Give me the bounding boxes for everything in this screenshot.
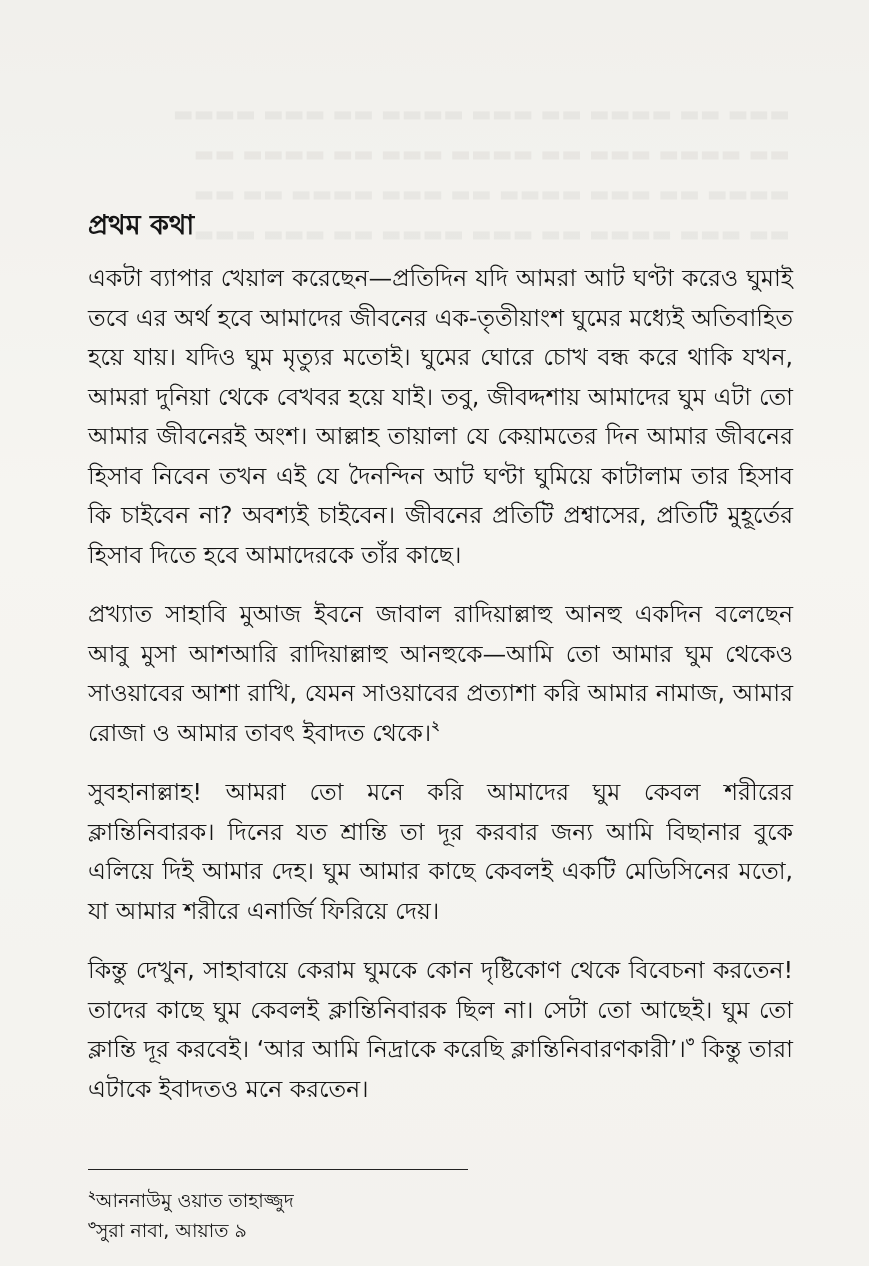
- footnotes: [88, 1186, 788, 1246]
- paragraph-2-text: প্রখ্যাত সাহাবি মুআজ ইবনে জাবাল রাদিয়াল্লাহু আনহু একদিন বলেছেন আবু মুসা আশআরি রাদিয়াল্লাহু আনহুকে—আমি তো আমার ঘুম থেকেও সাওয়াবের আশা রাখি, যেমন সাওয়াবের প্রত্যাশা করি আমার নামাজ, আমার রোজা ও আমার তাবৎ ইবাদত থেকে।: [88, 600, 793, 747]
- footnote-divider: [88, 1169, 468, 1170]
- paragraph-3: [88, 773, 793, 931]
- footnote-ref-3[interactable]: ৩: [685, 1035, 695, 1050]
- footnote-2-mark: ২: [88, 1188, 96, 1202]
- paragraph-2: [88, 595, 793, 753]
- footnote-3: [88, 1216, 788, 1246]
- paragraph-1-text: একটা ব্যাপার খেয়াল করেছেন—প্রতিদিন যদি আমরা আট ঘণ্টা করেও ঘুমাই তবে এর অর্থ হবে আমাদের জীবনের এক-তৃতীয়াংশ ঘুমের মধ্যেই অতিবাহিত হয়ে যায়। যদিও ঘুম মৃত্যুর মতোই। ঘুমের ঘোরে চোখ বন্ধ করে থাকি যখন, আমরা দুনিয়া থেকে বেখবর হয়ে যাই। তবু, জীবদ্দশায় আমাদের ঘুম এটা তো আমার জীবনেরই অংশ। আল্লাহ তায়ালা যে কেয়ামতের দিন আমার জীবনের হিসাব নিবেন তখন এই যে দৈনন্দিন আট ঘণ্টা ঘুমিয়ে কাটালাম তার হিসাব কি চাইবেন না? অবশ্যই চাইবেন। জীবনের প্রতিটি প্রশ্বাসের, প্রতিটি মুহূর্তের হিসাব দিতে হবে আমাদেরকে তাঁর কাছে।: [88, 264, 793, 569]
- chapter-heading: প্রথম কথা: [88, 210, 195, 241]
- paragraph-4: [88, 951, 793, 1109]
- paragraph-4-text-after: কিন্তু তারা এটাকে ইবাদতও মনে করতেন।: [88, 1035, 793, 1103]
- footnote-2: [88, 1186, 788, 1216]
- paragraph-1: [88, 259, 793, 575]
- footnote-3-mark: ৩: [88, 1218, 96, 1232]
- paragraph-4-text-before: কিন্তু দেখুন, সাহাবায়ে কেরাম ঘুমকে কোন দৃষ্টিকোণ থেকে বিবেচনা করতেন! তাদের কাছে ঘুম কেবলই ক্লান্তিনিবারক ছিল না। সেটা তো আছেই। ঘুম তো ক্লান্তি দূর করবেই। ‘আর আমি নিদ্রাকে করেছি ক্লান্তিনিবারণকারী’।: [88, 956, 793, 1063]
- paragraph-3-text: সুবহানাল্লাহ! আমরা তো মনে করি আমাদের ঘুম কেবল শরীরের ক্লান্তিনিবারক। দিনের যত শ্রান্তি তা দূর করবার জন্য আমি বিছানার বুকে এলিয়ে দিই আমার দেহ। ঘুম আমার কাছে কেবলই একটি মেডিসিনের মতো, যা আমার শরীরে এনার্জি ফিরিয়ে দেয়।: [88, 778, 793, 925]
- footnote-ref-2[interactable]: ২: [431, 718, 440, 734]
- footnote-3-text: সুরা নাবা, আয়াত ৯: [95, 1220, 247, 1242]
- footnote-2-text: আননাউমু ওয়াত তাহাজ্জুদ: [95, 1190, 294, 1212]
- main-text: [88, 206, 793, 1129]
